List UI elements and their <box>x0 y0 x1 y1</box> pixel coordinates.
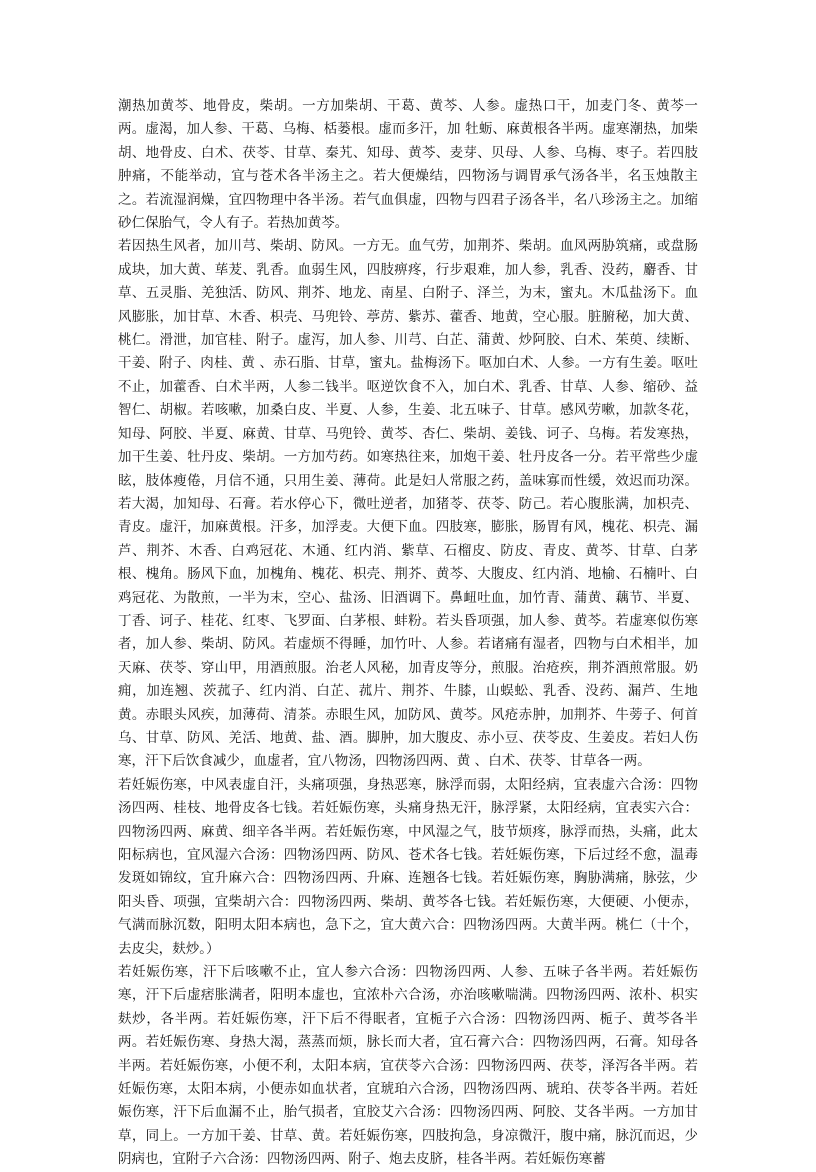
document-page <box>118 95 698 1172</box>
paragraph-4: 若妊娠伤寒，汗下后咳嗽不止，宜人参六合汤：四物汤四两、人参、五味子各半两。若妊娠伤寒，汗下后虚痞胀满者，阳明本虚也，宜浓朴六合汤，亦治咳嗽喘满。四物汤四两、浓朴、枳实麸炒，各半两。若妊娠伤寒，汗下后不得眠者，宜栀子六合汤：四物汤四两、栀子、黄芩各半两。若妊娠伤寒、身热大渴，蒸蒸而烦，脉长而大者，宜石膏六合：四物汤四两，石膏。知母各半两。若妊娠伤寒，小便不利，太阳本病，宜茯苓六合汤：四物汤四两、茯苓，泽泻各半两。若妊娠伤寒，太阳本病，小便赤如血状者，宜琥珀六合汤，四物汤四两、琥珀、茯苓各半两。若妊娠伤寒，汗下后血漏不止，胎气损者，宜胶艾六合汤：四物汤四两、阿胶、艾各半两。一方加甘草，同上。一方加干姜、甘草、黄。若妊娠伤寒，四肢拘急，身凉微汗，腹中痛，脉沉而迟，少阴病也，宜附子六合汤：四物汤四两、附子、炮去皮脐，桂各半两。若妊娠伤寒蓄 <box>118 964 698 1168</box>
paragraph-2: 若因热生风者，加川芎、柴胡、防风。一方无。血气劳，加荆芥、柴胡。血风两胁筑痛，或盘肠成块，加大黄、荜茇、乳香。血弱生风，四肢痹疼，行步艰难，加人参，乳香、没药，麝香、甘草、五灵脂、羌独活、防风、荆芥、地龙、南星、白附子、泽兰，为末，蜜丸。木瓜盐汤下。血风膨胀，加甘草、木香、枳壳、马兜铃、葶苈、紫苏、藿香、地黄，空心服。脏腑秘，加大黄、桃仁。滑泄，加官桂、附子。虚泻，加人参、川芎、白芷、蒲黄、炒阿胶、白术、茱萸、续断、干姜、附子、肉桂、黄 、赤石脂、甘草，蜜丸。盐梅汤下。呕加白术、人参。一方有生姜。呕吐不止，加藿香、白术半两，人参二钱半。呕逆饮食不入，加白术、乳香、甘草、人参、缩砂、益智仁、胡椒。若咳嗽，加桑白皮、半夏、人参，生姜、北五味子、甘草。感风劳嗽，加款冬花，知母、阿胶、半夏、麻黄、甘草、马兜铃、黄芩、杏仁、柴胡、姜钱、诃子、乌梅。若发寒热，加干生姜、牡丹皮、柴胡。一方加芍药。如寒热往来，加炮干姜、牡丹皮各一分。若平常些少虚眩，肢体瘦倦，月信不通，只用生姜、薄荷。此是妇人常服之药，盖味寡而性缓，效迟而功深。若大渴，加知母、石膏。若水停心下，微吐逆者，加猪苓、茯苓、防己。若心腹胀满，加枳壳、青皮。虚汗，加麻黄根。汗多，加浮麦。大便下血。四肢寒，膨胀，肠胃有风，槐花、枳壳、漏芦、荆芥、木香、白鸡冠花、木通、红内消、紫草、石榴皮、防皮、青皮、黄芩、甘草、白茅根、槐角。肠风下血，加槐角、槐花、枳壳、荆芥、黄芩、大腹皮、红内消、地榆、石楠叶、白鸡冠花、为散煎，一半为末，空心、盐汤、旧酒调下。鼻衄吐血，加竹青、蒲黄、藕节、半夏、丁香、诃子、桂花、红枣、飞罗面、白茅根、蚌粉。若头昏项强，加人参、黄芩。若虚寒似伤寒者，加人参、柴胡、防风。若虚烦不得睡，加竹叶、人参。若诸痛有湿者，四物与白术相半，加天麻、茯苓、穿山甲，用酒煎服。治老人风秘，加青皮等分，煎服。治疮疾，荆芥酒煎常服。奶痈，加连翘、茨菰子、红内消、白芷、菰片、荆芥、牛膝，山蜈蚣、乳香、没药、漏芦、生地黄。赤眼头风疾，加薄荷、清茶。赤眼生风，加防风、黄芩。风疮赤肿，加荆芥、牛蒡子、何首乌、甘草、防风、羌活、地黄、盐、酒。脚肿，加大腹皮、赤小豆、茯苓皮、生姜皮。若妇人伤寒，汗下后饮食减少，血虚者，宜八物汤，四物汤四两、黄 、白术、茯苓、甘草各一两。 <box>118 238 698 770</box>
paragraph-1: 潮热加黄芩、地骨皮，柴胡。一方加柴胡、干葛、黄芩、人参。虚热口干，加麦门冬、黄芩一两。虚渴，加人参、干葛、乌梅、栝蒌根。虚而多汗，加 牡蛎、麻黄根各半两。虚寒潮热，加柴胡、地骨皮、白术、茯苓、甘草、秦艽、知母、黄芩、麦芽、贝母、人参、乌梅、枣子。若四肢肿痛，不能举动，宜与苍术各半汤主之。若大便燥结，四物汤与调胃承气汤各半，名玉烛散主之。若流湿润燥，宜四物理中各半汤。若气血俱虚，四物与四君子汤各半，名八珍汤主之。加缩砂仁保胎气，令人有子。若热加黄芩。 <box>118 98 698 232</box>
paragraph-3: 若妊娠伤寒，中风表虚自汗，头痛项强，身热恶寒，脉浮而弱，太阳经病，宜表虚六合汤：四物汤四两、桂枝、地骨皮各七钱。若妊娠伤寒，头痛身热无汗，脉浮紧，太阳经病，宜表实六合：四物汤四两、麻黄、细辛各半两。若妊娠伤寒，中风湿之气，肢节烦疼，脉浮而热，头痛，此太阳标病也，宜风湿六合汤：四物汤四两、防风、苍术各七钱。若妊娠伤寒，下后过经不愈，温毒发斑如锦纹，宜升麻六合：四物汤四两、升麻、连翘各七钱。若妊娠伤寒，胸胁满痛，脉弦，少阳头昏、项强，宜柴胡六合：四物汤四两、柴胡、黄芩各七钱。若妊娠伤寒，大便硬、小便赤，气满而脉沉数，阳明太阳本病也，急下之，宜大黄六合：四物汤四两。大黄半两。桃仁（十个，去皮尖，麸炒。） <box>118 776 698 957</box>
